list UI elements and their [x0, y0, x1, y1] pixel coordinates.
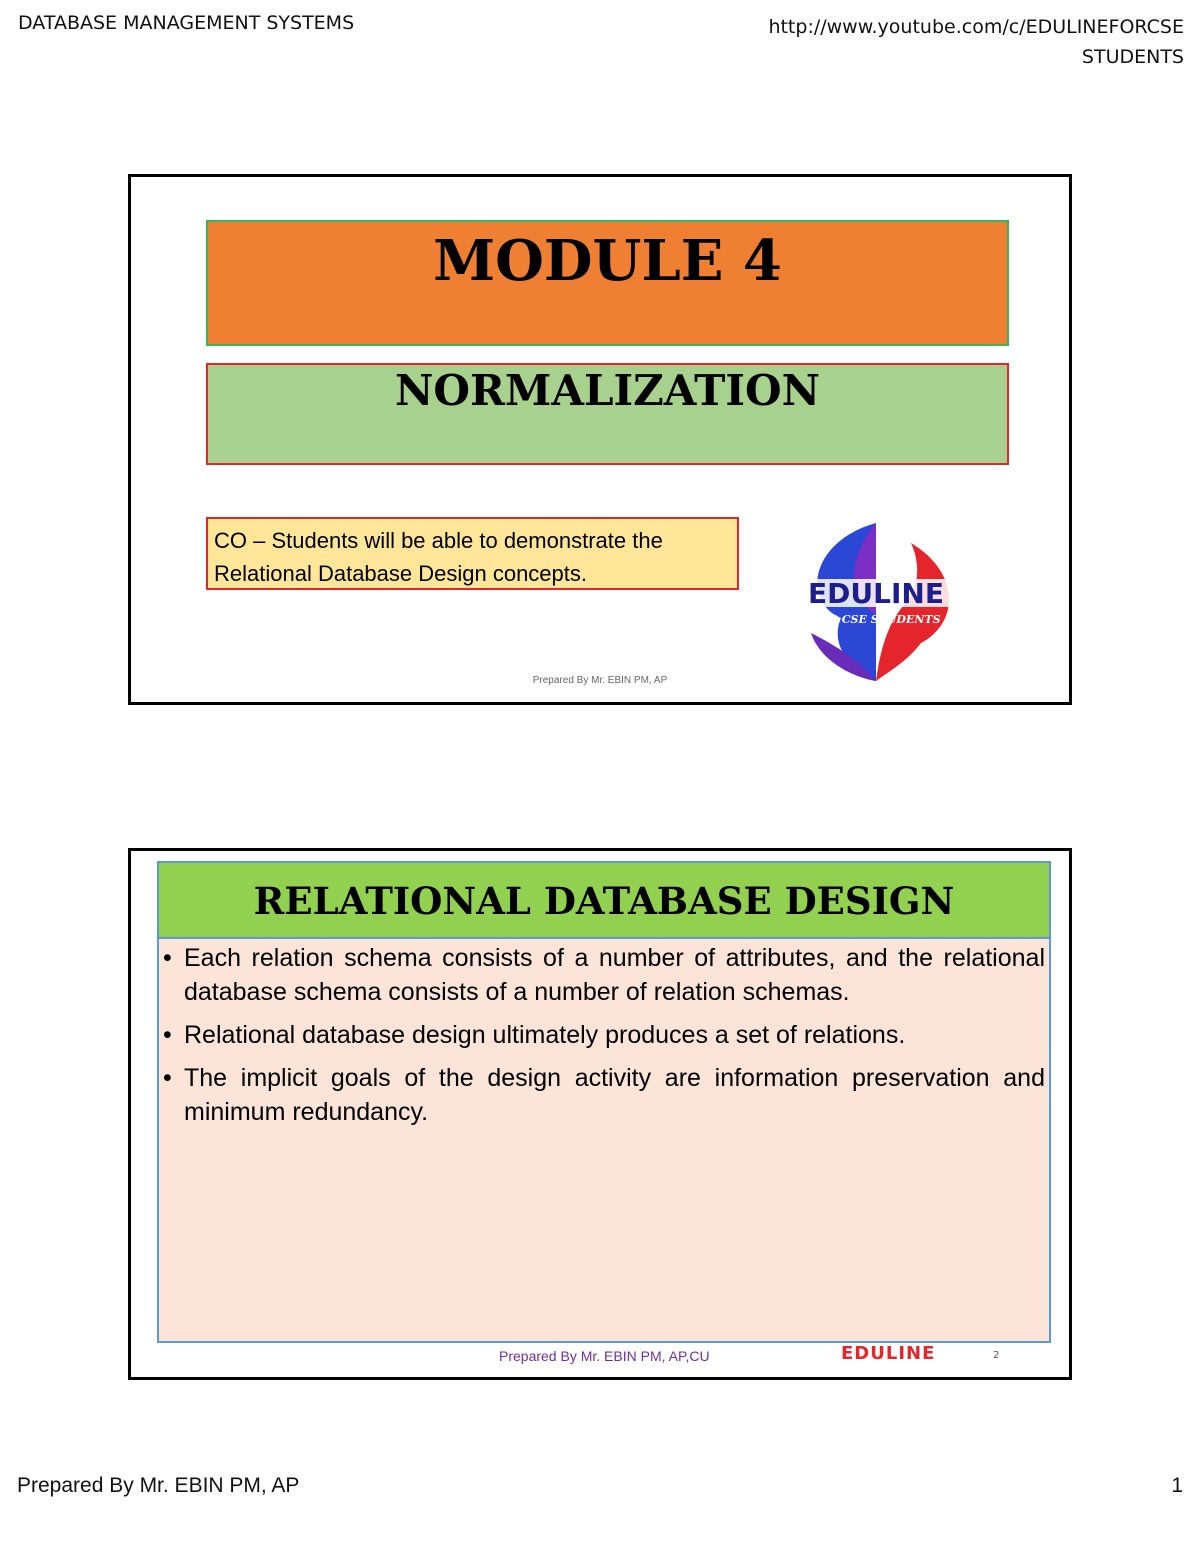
bullet-item — [163, 1061, 1045, 1129]
module-title: MODULE 4 — [206, 220, 1009, 346]
slide-1-footer: Prepared By Mr. EBIN PM, AP — [532, 675, 668, 686]
bullet-marker: • — [163, 1064, 172, 1092]
slide-2-title: RELATIONAL DATABASE DESIGN — [159, 863, 1049, 939]
page-number: 1 — [1171, 1474, 1183, 1497]
slide-2-footer: Prepared By Mr. EBIN PM, AP,CU — [499, 1348, 710, 1364]
module-subtitle: NORMALIZATION — [206, 363, 1009, 465]
slide-1 — [128, 174, 1072, 705]
page-footer-author: Prepared By Mr. EBIN PM, AP — [17, 1474, 300, 1497]
slide-2-content-panel — [157, 861, 1051, 1343]
logo-right-petal-shape — [876, 543, 949, 681]
slide-2-number: 2 — [993, 1350, 1000, 1361]
eduline-logo — [781, 523, 971, 681]
document-header-url[interactable] — [768, 12, 1184, 72]
bullet-text: Each relation schema consists of a number of attributes, and the relational database schema consists of a number of relation schemas. — [184, 944, 1045, 1006]
bullet-list — [163, 941, 1045, 1138]
header-url-line1: http://www.youtube.com/c/EDULINEFORCSE — [768, 16, 1184, 38]
course-outcome: CO – Students will be able to demonstrate the Relational Database Design concepts. — [206, 517, 739, 590]
slide-2-brand: EDULINE — [841, 1343, 936, 1364]
bullet-text: Relational database design ultimately produces a set of relations. — [184, 1021, 906, 1049]
bullet-item — [163, 1018, 1045, 1052]
header-url-line2: STUDENTS — [1081, 46, 1184, 68]
logo-wordmark: EDULINE — [808, 577, 944, 610]
logo-tagline: FOR CSE STUDENTS — [811, 613, 941, 626]
bullet-item — [163, 941, 1045, 1009]
slide-2 — [128, 848, 1072, 1380]
bullet-text: The implicit goals of the design activity are information preservation and minimum redundancy. — [184, 1064, 1045, 1126]
bullet-marker: • — [163, 1021, 172, 1049]
bullet-marker: • — [163, 944, 172, 972]
document-header-title: DATABASE MANAGEMENT SYSTEMS — [18, 12, 355, 34]
